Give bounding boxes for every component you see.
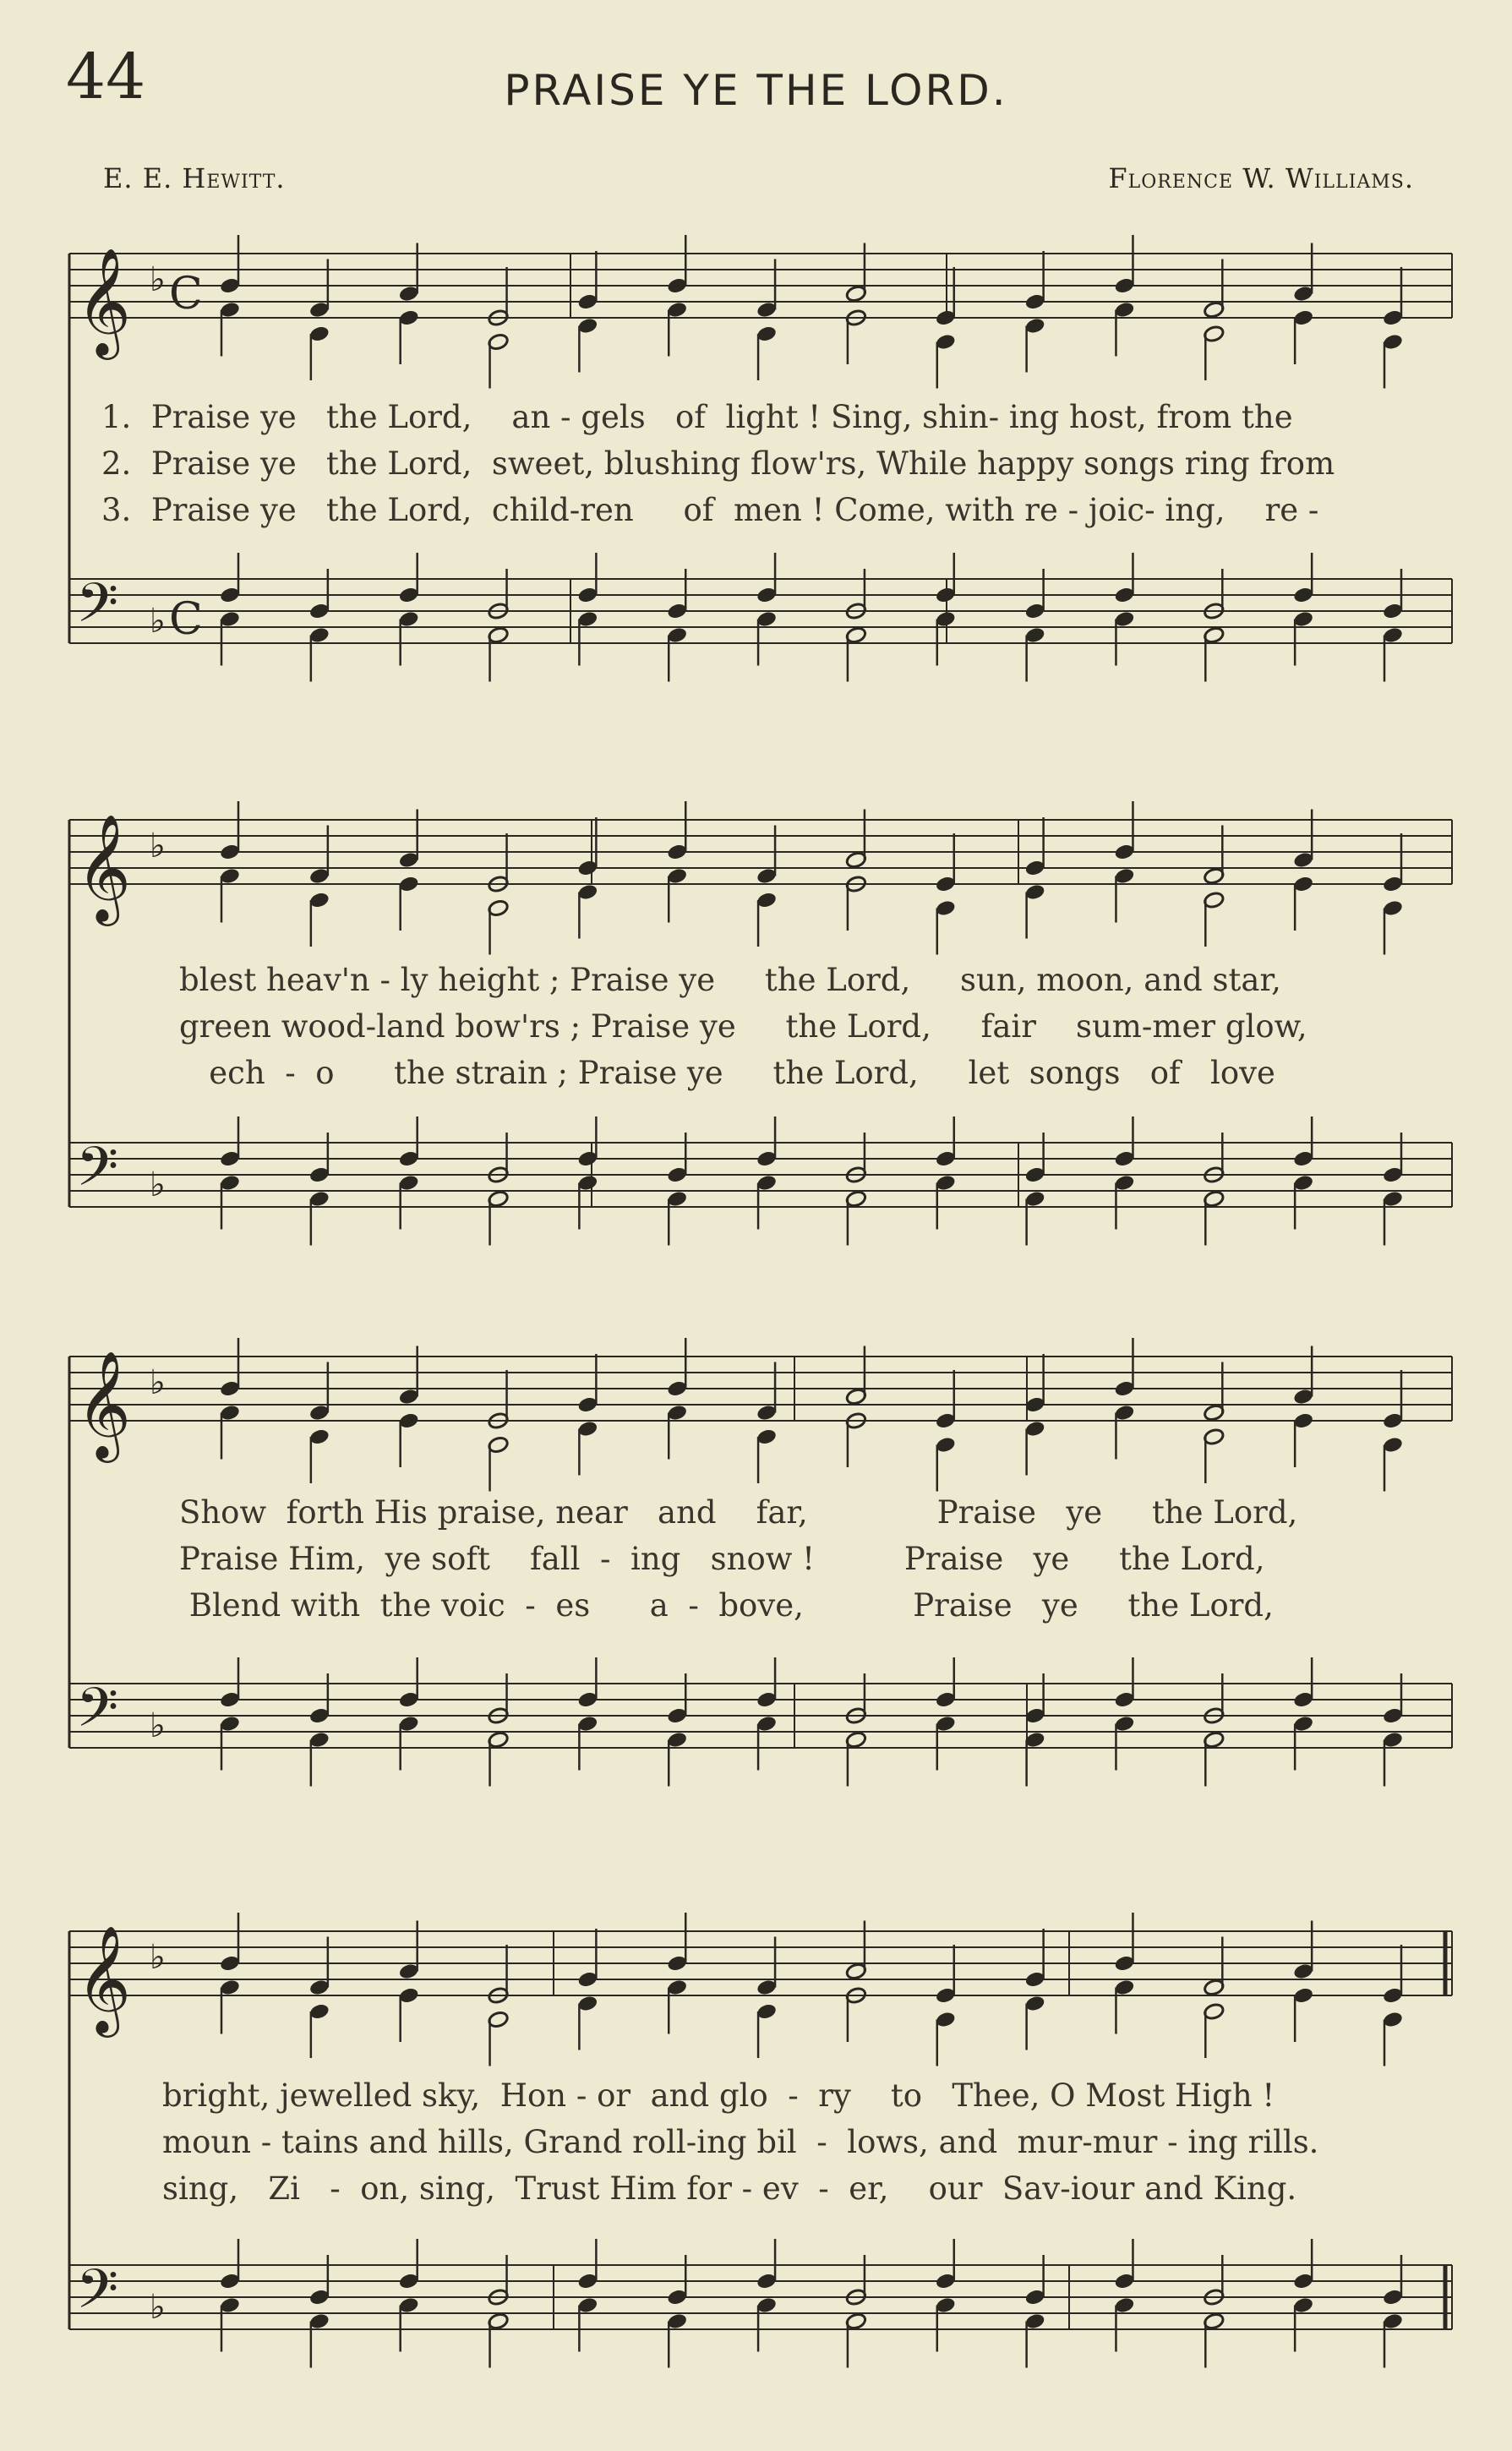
verse-3-line: sing, Zi - on, sing, Trust Him for - ev - er, our Sav-iour and King.: [162, 2170, 1297, 2207]
bass-staff: [69, 579, 1452, 643]
clef-symbol: ♭: [150, 1165, 166, 1204]
clef-symbol: 𝄢: [76, 1677, 119, 1753]
verse-1-line: blest heav'n - ly height ; Praise ye the Lord, sun, moon, and star,: [179, 962, 1281, 998]
verse-3-line: Blend with the voic - es a - bove, Praise ye the Lord,: [179, 1587, 1274, 1624]
verse-1-line: bright, jewelled sky, Hon - or and glo - ry to Thee, O Most High !: [162, 2077, 1275, 2114]
clef-symbol: 𝄢: [76, 572, 119, 648]
clef-symbol: 𝄞: [76, 1350, 132, 1458]
bass-staff: [69, 2265, 1452, 2329]
composer-credit: Florence W. Williams.: [1108, 162, 1414, 194]
clef-symbol: ♭: [150, 827, 166, 865]
clef-symbol: C: [169, 269, 203, 319]
lyricist-credit: E. E. Hewitt.: [103, 162, 286, 194]
clef-symbol: 𝄢: [76, 1136, 119, 1212]
clef-symbol: ♭: [150, 1706, 166, 1745]
clef-symbol: ♭: [150, 260, 166, 299]
clef-symbol: 𝄢: [76, 2258, 119, 2334]
hymn-title: PRAISE YE THE LORD.: [504, 66, 1008, 115]
verse-1-line: 1. Praise ye the Lord, an - gels of light ! Sing, shin- ing host, from the: [101, 399, 1293, 435]
verse-2-line: Praise Him, ye soft fall - ing snow ! Praise ye the Lord,: [179, 1541, 1265, 1577]
clef-symbol: ♭: [150, 1938, 166, 1977]
verse-2-line: moun - tains and hills, Grand roll-ing bil - lows, and mur-mur - ing rills.: [162, 2124, 1319, 2160]
verse-3-line: ech - o the strain ; Praise ye the Lord, let songs of love: [179, 1055, 1275, 1091]
verse-2-line: 2. Praise ye the Lord, sweet, blushing flow'rs, While happy songs ring from: [101, 445, 1335, 482]
clef-symbol: ♭: [150, 2288, 166, 2327]
clef-symbol: 𝄞: [76, 247, 132, 355]
clef-symbol: 𝄞: [76, 813, 132, 921]
bass-staff: [69, 1684, 1452, 1748]
verse-1-line: Show forth His praise, near and far, Praise ye the Lord,: [179, 1494, 1298, 1531]
verse-3-line: 3. Praise ye the Lord, child-ren of men ! Come, with re - joic- ing, re -: [101, 492, 1319, 528]
clef-symbol: 𝄞: [76, 1924, 132, 2033]
verse-2-line: green wood-land bow'rs ; Praise ye the Lord, fair sum-mer glow,: [179, 1008, 1307, 1045]
clef-symbol: ♭: [150, 602, 166, 641]
page-number: 44: [66, 41, 146, 113]
clef-symbol: C: [169, 594, 203, 645]
bass-staff: [69, 1143, 1452, 1207]
clef-symbol: ♭: [150, 1363, 166, 1402]
